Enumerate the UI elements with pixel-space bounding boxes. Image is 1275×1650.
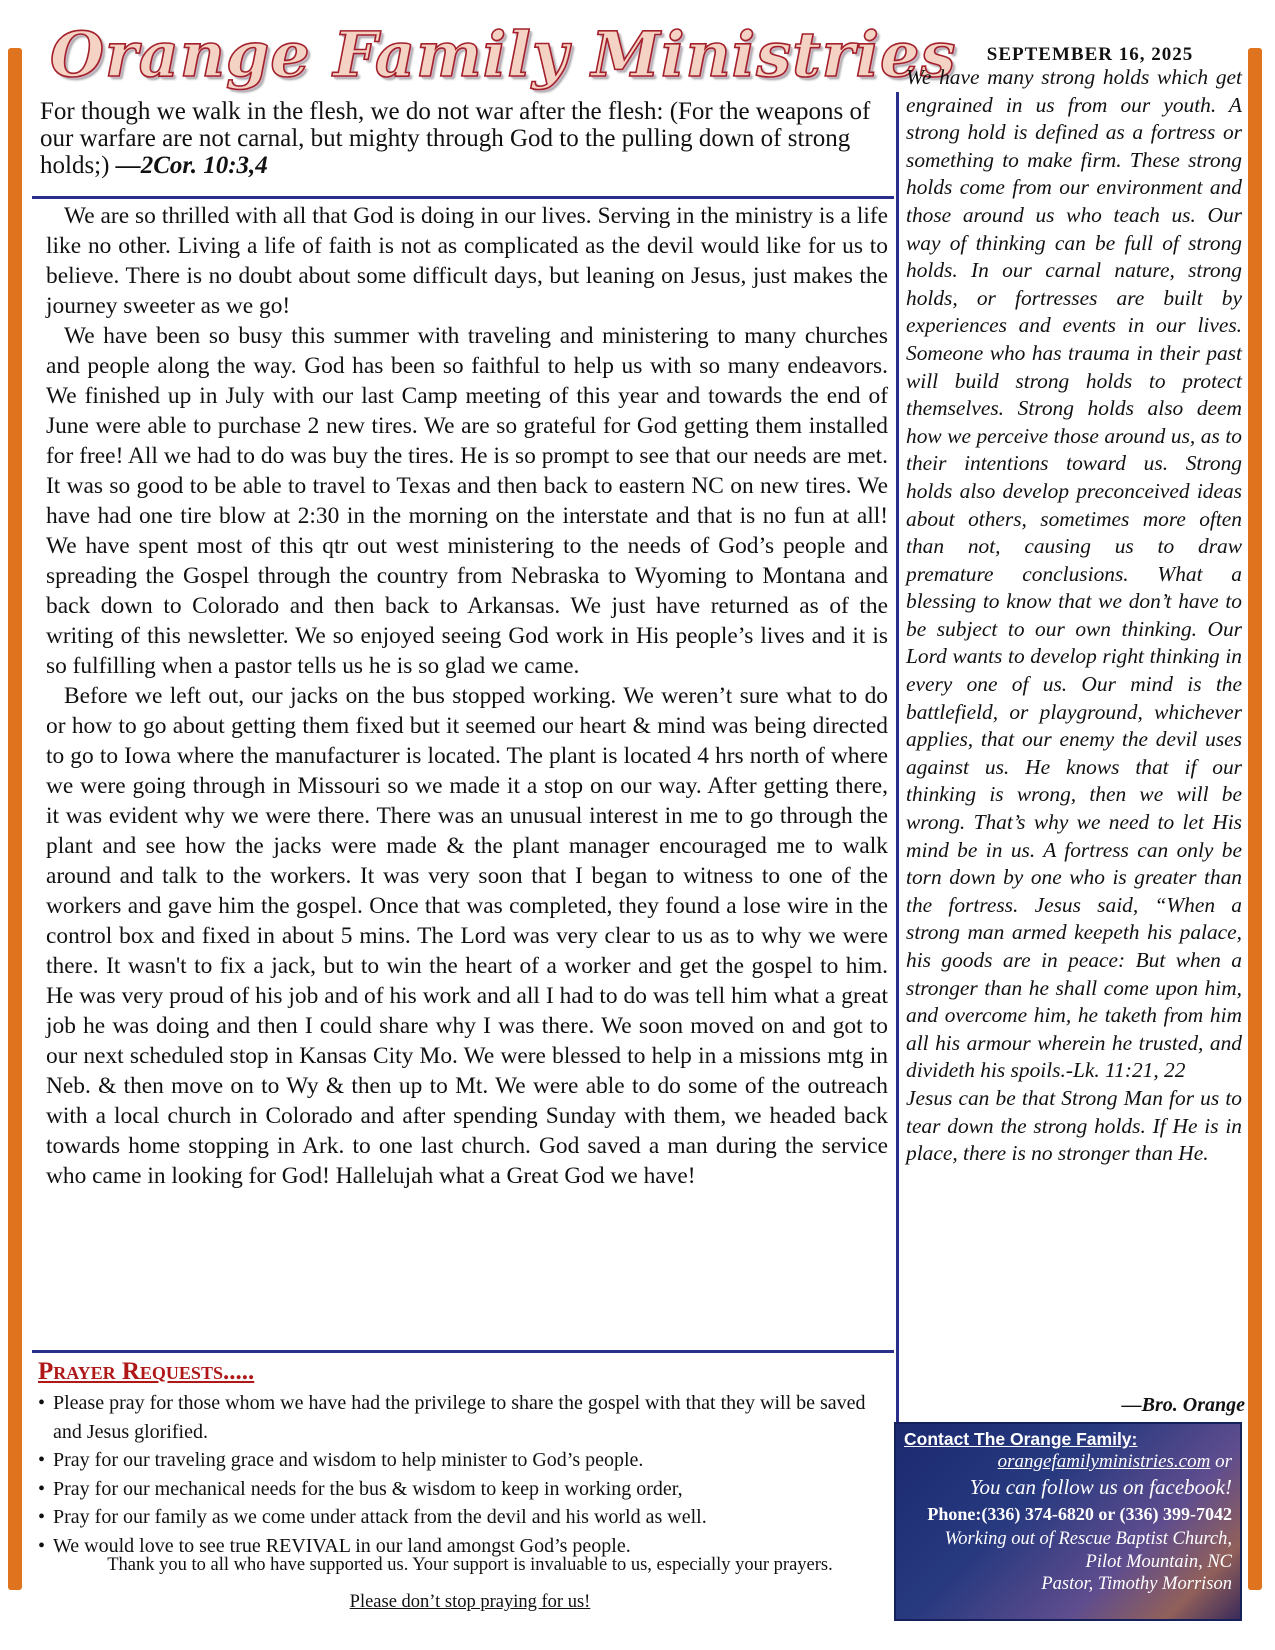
- contact-title: Contact The Orange Family:: [904, 1429, 1138, 1449]
- masthead-title: Orange Family Ministries: [50, 18, 957, 91]
- prayer-item: • Pray for our family as we come under attack from the devil and his world as well.: [38, 1503, 894, 1532]
- prayer-item: • Pray for our traveling grace and wisdom to help minister to God’s people.: [38, 1446, 894, 1475]
- prayer-divider: [32, 1350, 894, 1353]
- signature: —Bro. Orange: [1121, 1394, 1245, 1416]
- body-paragraph: We are so thrilled with all that God is doing in our lives. Serving in the ministry is a life like no other. Living a life of faith is not as complicated as the devil would like for us to believe. There is no doubt about some difficult days, but leaning on Jesus, just makes the journey sweeter as we go!: [46, 203, 888, 319]
- church-location: Pilot Mountain, NC: [1085, 1551, 1232, 1572]
- prayer-heading: Prayer Requests.....: [38, 1358, 255, 1385]
- sidebar-devotional: [906, 64, 1242, 1168]
- prayer-item: • We would love to see true REVIVAL in our land amongst God’s people.: [38, 1532, 894, 1561]
- contact-website-line: [904, 1450, 1232, 1474]
- verse-text: For though we walk in the flesh, we do not war after the flesh: (For the weapons of our warfare are not carnal, but mighty through God to the pulling down of strong holds;): [40, 98, 871, 179]
- devotional-text: We have many strong holds which get engrained in us from our youth. A strong hold is defined as a fortress or something to make firm. These strong holds come from our environment and those around us who teach us. Our way of thinking can be full of strong holds. In our carnal nature, strong holds, or fortresses are built by experiences and events in our lives. Someone who has trauma in their past will build strong holds to protect themselves. Strong holds also deem how we perceive those around us, as to their intentions toward us. Strong holds also develop preconceived ideas about others, sometimes more often than not, causing us to draw premature conclusions. What a blessing to know that we don’t have to be subject to our own thinking. Our Lord wants to develop right thinking in every one of us. Our mind is the battlefield, or playground, whichever applies, that our enemy the devil uses against us. He knows that if our thinking is wrong, then we will be wrong. That’s why we need to let His mind be in us. A fortress can only be torn down by one who is greater than the fortress. Jesus said, “When a strong man armed keepeth his palace, his goods are in peace: But when a stronger than he shall come upon him, and overcome him, he taketh from him all his armour wherein he trusted, and divideth his spoils.-Lk. 11:21, 22: [906, 65, 1242, 1083]
- website-or: or: [1210, 1451, 1232, 1472]
- thanks-line: Thank you to all who have supported us. Your support is invaluable to us, especially your prayers.: [107, 1555, 833, 1575]
- prayer-item: • Please pray for those whom we have had the privilege to share the gospel with that they will be saved and Jesus glorified.: [38, 1389, 894, 1446]
- issue-date: SEPTEMBER 16, 2025: [986, 44, 1194, 65]
- left-orange-border: [8, 48, 22, 1590]
- phone-numbers: Phone:(336) 374-6820 or (336) 399-7042: [927, 1504, 1232, 1524]
- right-orange-border: [1248, 48, 1262, 1590]
- prayer-item: • Pray for our mechanical needs for the bus & wisdom to keep in working order,: [38, 1475, 894, 1504]
- verse-reference: —2Cor. 10:3,4: [115, 152, 268, 179]
- church-name: Working out of Rescue Baptist Church,: [944, 1529, 1232, 1549]
- scripture-verse: [40, 98, 900, 179]
- pastor-name: Pastor, Timothy Morrison: [1041, 1574, 1232, 1594]
- thank-you-note: [40, 1547, 900, 1621]
- column-divider: [896, 92, 899, 1592]
- contact-box: [894, 1422, 1242, 1621]
- body-paragraph: We have been so busy this summer with traveling and ministering to many churches and people along the way. God has been so faithful to help us with so many endeavors. We finished up in July with our last Camp meeting of this year and towards the end of June were able to purchase 2 new tires. We are so grateful for God getting them installed for free! All we had to do was buy the tires. He is so prompt to see that our needs are met. It was so good to be able to travel to Texas and then back to eastern NC on new tires. We have had one tire blow at 2:30 in the morning on the interstate and that is no fun at all! We have spent most of this qtr out west ministering to the needs of God’s people and spreading the Gospel through the country from Nebraska to Wyoming to Montana and back down to Colorado and then back to Arkansas. We just have returned as of the writing of this newsletter. We so enjoyed seeing God work in His people’s lives and it is so fulfilling when a pastor tells us he is so glad we came.: [46, 323, 888, 679]
- facebook-line: You can follow us on facebook!: [969, 1475, 1232, 1499]
- thanks-closing: Please don’t stop praying for us!: [349, 1592, 591, 1612]
- prayer-requests: [38, 1355, 894, 1560]
- newsletter-body: [46, 201, 888, 1191]
- devotional-conclusion: Jesus can be that Strong Man for us to tear down the strong holds. If He is in place, there is no stronger than He.: [906, 1085, 1242, 1166]
- body-paragraph: Before we left out, our jacks on the bus stopped working. We weren’t sure what to do or how to go about getting them fixed but it seemed our heart & mind was being directed to go to Iowa where the manufacturer is located. The plant is located 4 hrs north of where we were going through in Missouri so we made it a stop on our way. After getting there, it was evident why we were there. There was an unusual interest in me to go through the plant and see how the jacks were made & the plant manager encouraged me to walk around and talk to the workers. It was very soon that I began to witness to one of the workers and gave him the gospel. Once that was completed, they found a lose wire in the control box and fixed in about 5 mins. The Lord was very clear to us as to why we were there. It wasn't to fix a jack, but to win the heart of a worker and get the gospel to him. He was very proud of his job and of his work and all I had to do was tell him what a great job he was doing and then I could share why I was there. We soon moved on and got to our next scheduled stop in Kansas City Mo. We were blessed to help in a missions mtg in Neb. & then move on to Wy & then up to Mt. We were able to do some of the outreach with a local church in Colorado and after spending Sunday with them, we headed back towards home stopping in Ark. to one last church. God saved a man during the service who came in looking for God! Hallelujah what a Great God we have!: [46, 683, 888, 1189]
- website-link[interactable]: orangefamilyministries.com: [997, 1451, 1211, 1472]
- prayer-list: [38, 1389, 894, 1560]
- top-divider: [32, 196, 894, 199]
